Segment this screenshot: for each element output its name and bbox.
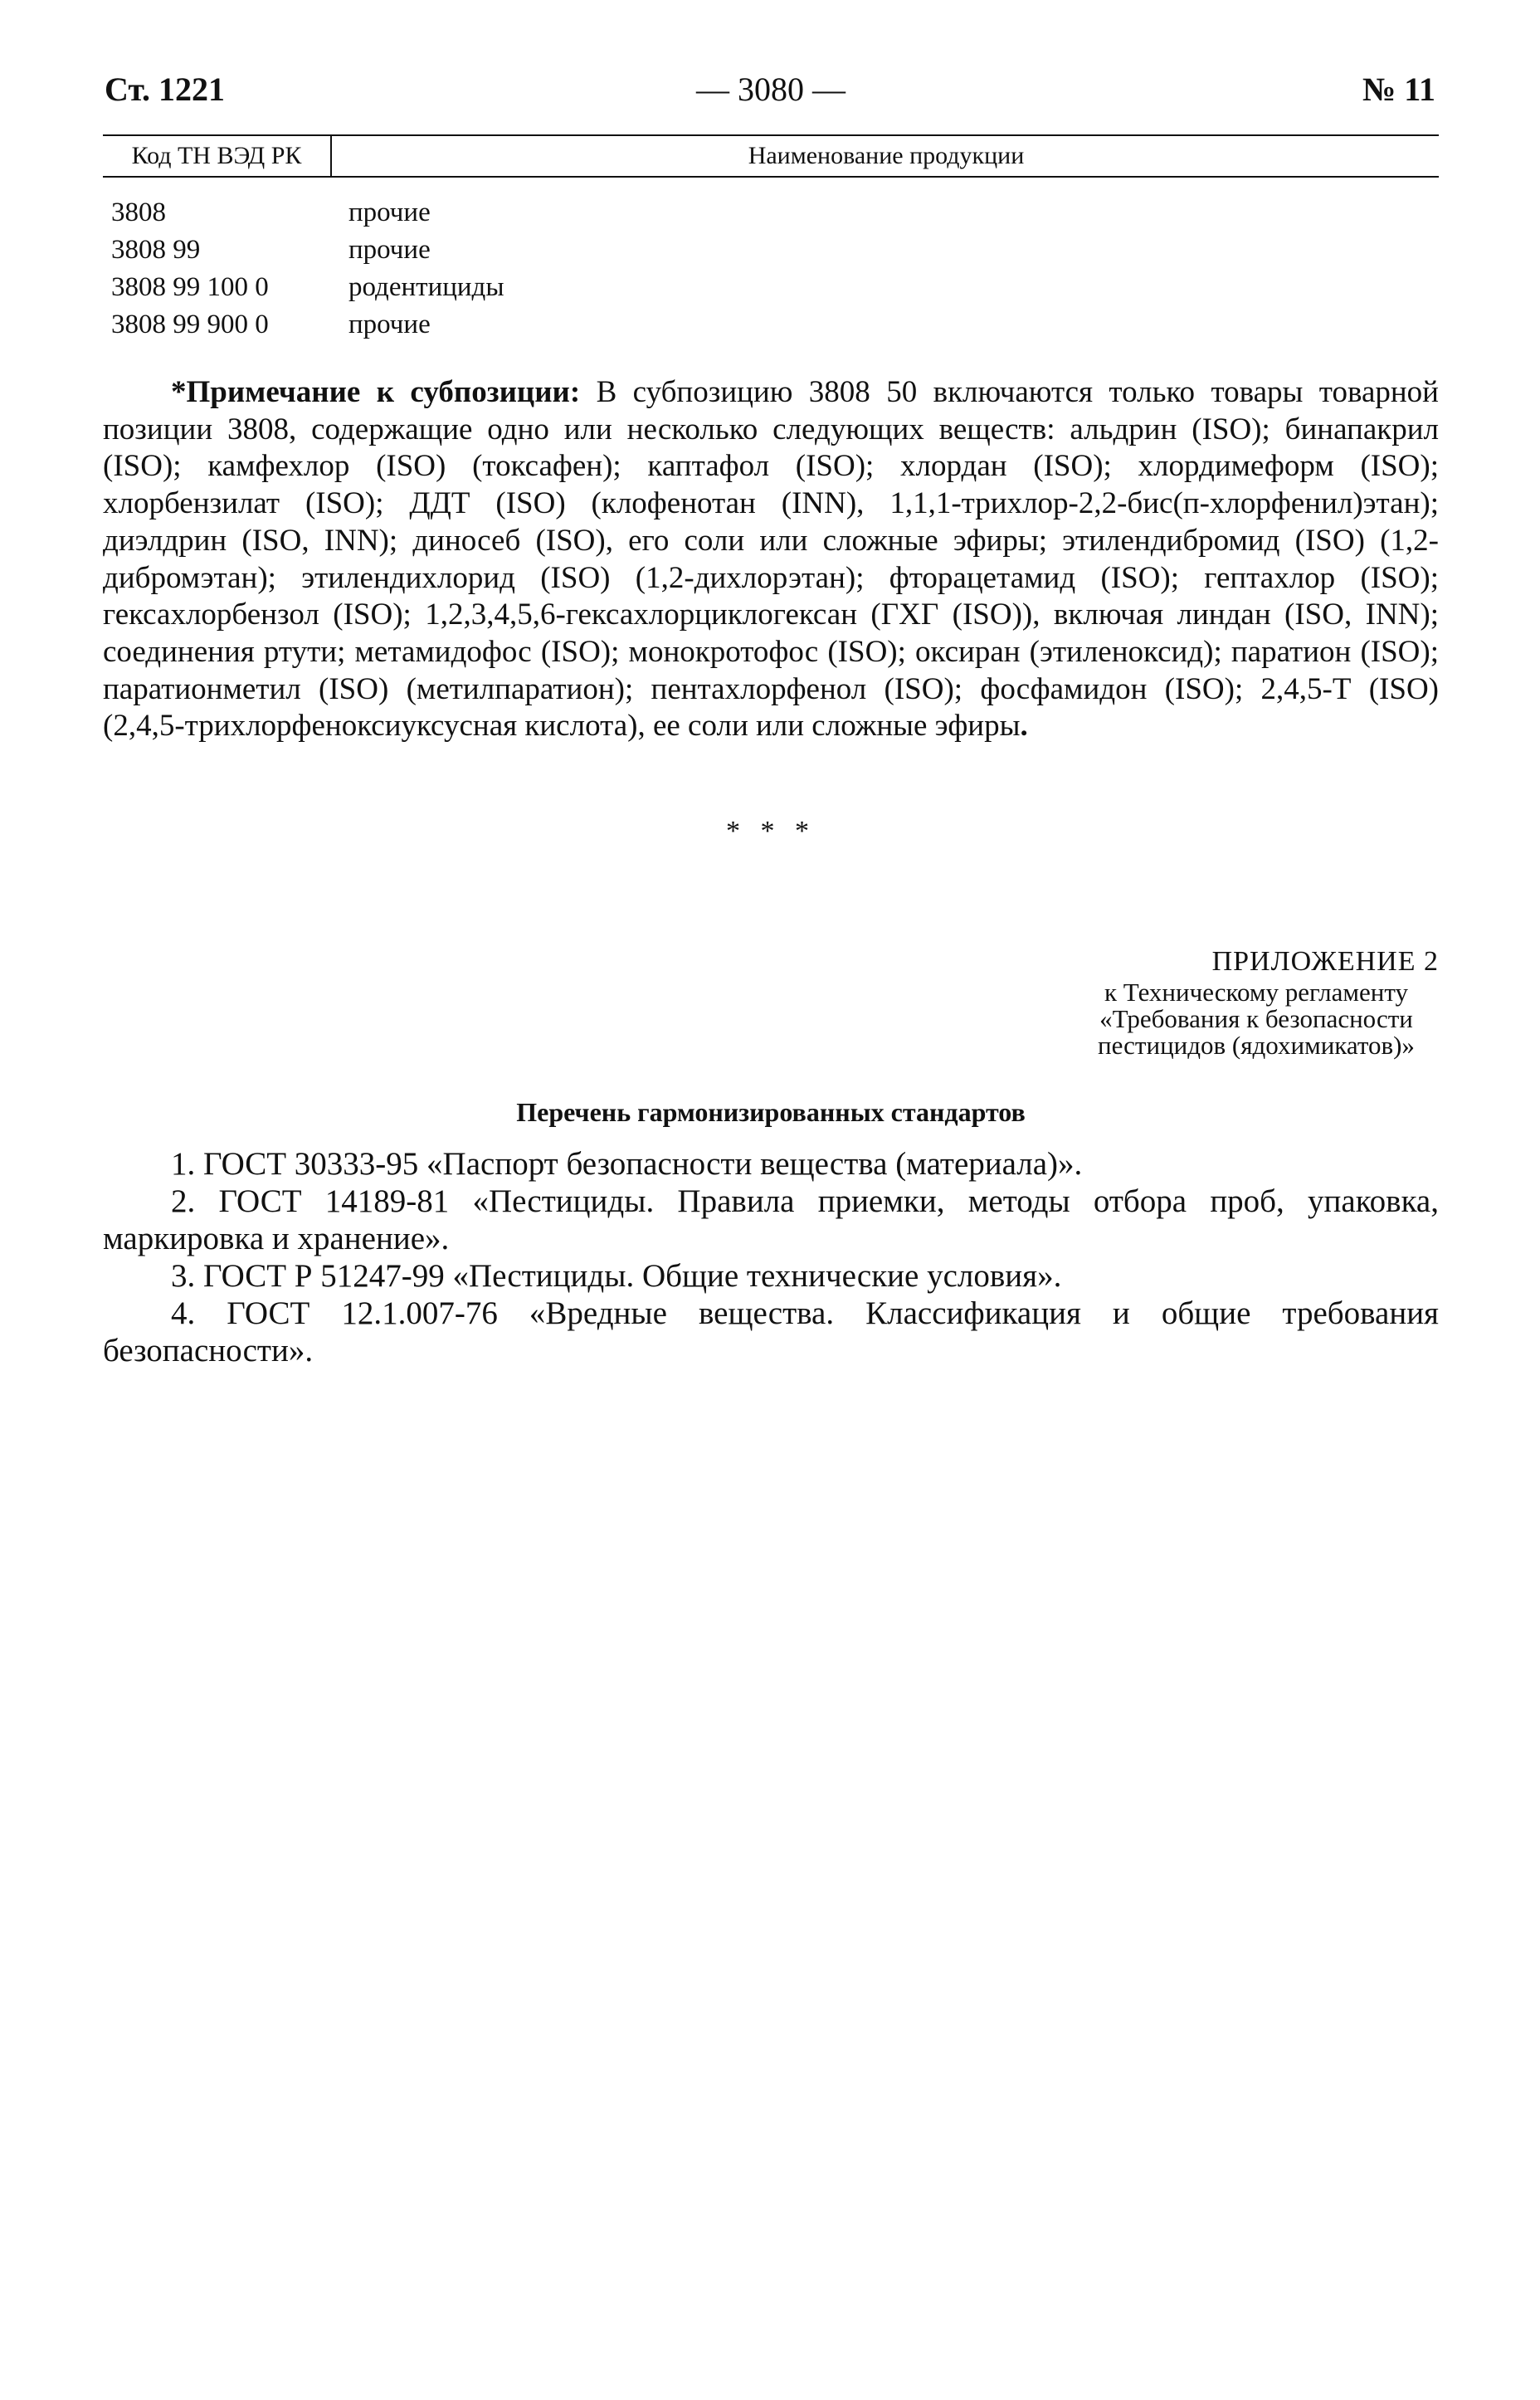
list-item: 4. ГОСТ 12.1.007-76 «Вредные вещества. Классификация и общие требования безопасности». xyxy=(103,1295,1439,1368)
appendix-title: ПРИЛОЖЕНИЕ 2 xyxy=(1211,946,1439,977)
row-code: 3808 xyxy=(111,198,166,227)
article-number: Ст. 1221 xyxy=(105,71,225,108)
table-row xyxy=(111,194,1439,232)
table-row xyxy=(111,232,1439,269)
note-end: . xyxy=(1020,709,1028,744)
standards-title: Перечень гармонизированных стандартов xyxy=(516,1097,1026,1127)
list-item: 1. ГОСТ 30333-95 «Паспорт безопасности вещества (материала)». xyxy=(171,1146,1083,1182)
table-row xyxy=(111,269,1439,306)
row-code: 3808 99 xyxy=(111,235,201,265)
row-code: 3808 99 100 0 xyxy=(111,272,269,302)
row-name: родентициды xyxy=(348,272,504,302)
note-text: В субпозицию 3808 50 включаются только товары товарной позиции 3808, содержащие одно или несколько следующих веществ: альдрин (ISO); бинапакрил (ISO); камфехлор (ISO) (токсафен); каптафол (ISO); хлордан (ISO); хлордимеформ (ISO); хлорбензилат (ISO); ДДТ (ISO) (клофенотан (INN), 1,1,1-трихлор-2,2-бис(п-хлорфенил)этан); диэлдрин (ISO, INN); диносеб (ISO), его соли или сложные эфиры; этилендибромид (ISO) (1,2-дибромэтан); этилендихлорид (ISO) (1,2-дихлорэтан); фторацетамид (ISO); гептахлор (ISO); гексахлорбензол (ISO); 1,2,3,4,5,6-гексахлорциклогексан (ГХГ (ISO)), включая линдан (ISO, INN); соединения ртути; метамидофос (ISO); монокротофос (ISO); оксиран (этиленоксид); паратион (ISO); паратионметил (ISO) (метилпаратион); пентахлорфенол (ISO); фосфамидон (ISO); 2,4,5-Т (ISO) (2,4,5-трихлорфеноксиуксусная кислота), ее соли или сложные эфиры xyxy=(103,375,1439,744)
page-number: — 3080 — xyxy=(696,71,846,108)
subheading-note xyxy=(103,374,1439,745)
row-name: прочие xyxy=(348,310,431,339)
appendix-line-2: «Требования к безопасности xyxy=(1099,1004,1413,1033)
row-code: 3808 99 900 0 xyxy=(111,310,269,339)
appendix-heading xyxy=(858,944,1439,1059)
appendix-line-3: пестицидов (ядохимикатов)» xyxy=(1098,1031,1415,1060)
table-header xyxy=(103,134,1439,178)
note-label: *Примечание к субпозиции: xyxy=(171,375,581,409)
column-header-code: Код ТН ВЭД РК xyxy=(103,136,332,176)
issue-number: № 11 xyxy=(1362,71,1435,108)
table-body xyxy=(111,194,1439,344)
row-name: прочие xyxy=(348,235,431,265)
list-item: 3. ГОСТ Р 51247-99 «Пестициды. Общие технические условия». xyxy=(171,1258,1062,1294)
list-item: 2. ГОСТ 14189-81 «Пестициды. Правила приемки, методы отбора проб, упаковка, маркировка и хранение». xyxy=(103,1183,1439,1256)
row-name: прочие xyxy=(348,198,431,227)
table-row xyxy=(111,306,1439,344)
appendix-line-1: к Техническому регламенту xyxy=(1104,978,1408,1007)
section-separator: * * * xyxy=(726,816,816,846)
page-header xyxy=(103,70,1439,120)
column-header-name: Наименование продукции xyxy=(748,142,1025,169)
standards-list xyxy=(103,1145,1439,1369)
